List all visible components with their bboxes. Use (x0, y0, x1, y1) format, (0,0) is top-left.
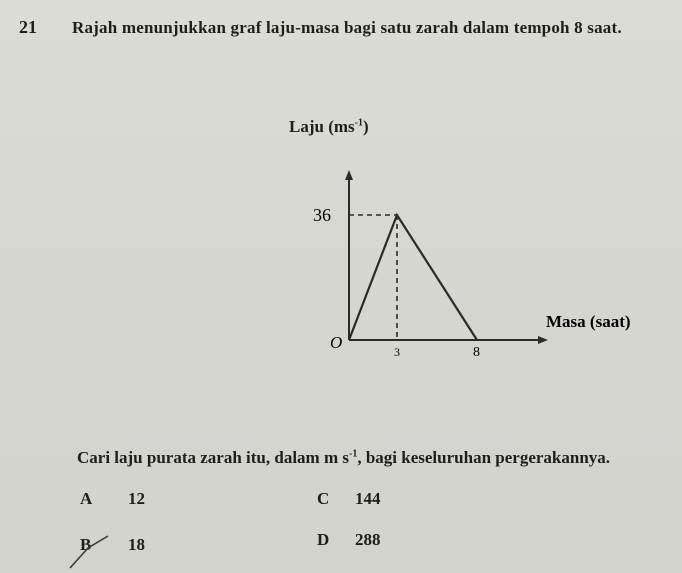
x-tick-label-3: 3 (394, 345, 400, 359)
option-c[interactable] (317, 489, 381, 509)
question-text (77, 448, 610, 468)
y-axis-label-close: ) (363, 117, 369, 136)
y-tick-label: 36 (313, 205, 331, 225)
option-value: 12 (128, 489, 145, 508)
origin-label: O (330, 333, 343, 352)
x-axis-arrow (538, 336, 548, 344)
option-value: 18 (128, 535, 145, 554)
option-letter: D (317, 530, 330, 549)
option-d[interactable] (317, 530, 381, 550)
option-a[interactable] (80, 489, 145, 509)
y-axis-label-exponent: -1 (354, 117, 363, 129)
option-letter: A (80, 489, 93, 508)
y-axis-label-text: Laju (ms (289, 117, 355, 136)
question-unit-exponent: -1 (349, 448, 358, 460)
option-value: 288 (355, 530, 381, 549)
question-intro: Rajah menunjukkan graf laju-masa bagi satu zarah dalam tempoh 8 saat. (72, 18, 622, 37)
option-value: 144 (355, 489, 381, 508)
y-axis-arrow (345, 170, 353, 180)
x-axis-label: Masa (saat) (546, 312, 631, 331)
x-tick-label-8: 8 (473, 345, 480, 360)
question-suffix: , bagi keseluruhan pergerakannya. (357, 448, 611, 467)
option-b[interactable] (80, 535, 145, 555)
option-letter: B (80, 535, 92, 554)
option-letter: C (317, 489, 330, 508)
question-prefix: Cari laju purata zarah itu, dalam m s (77, 448, 349, 467)
speed-series-line (349, 215, 477, 340)
question-number: 21 (19, 17, 37, 37)
